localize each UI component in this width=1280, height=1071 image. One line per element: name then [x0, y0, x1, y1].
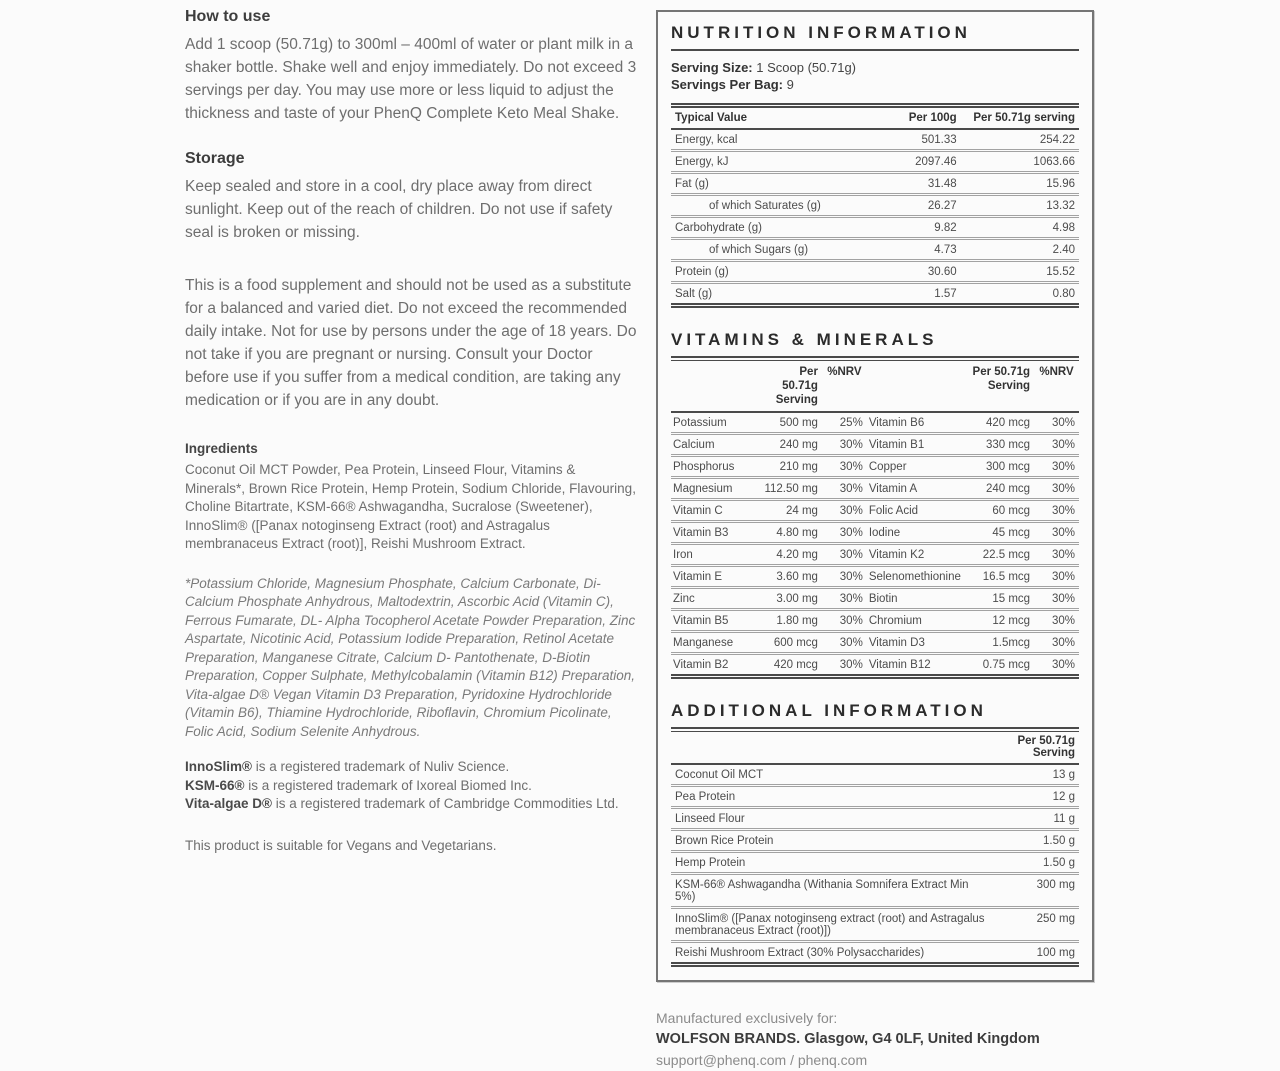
- vitamin-nrv: 30%: [822, 456, 867, 478]
- ingredients-heading: Ingredients: [185, 441, 258, 456]
- serving-size-line: [671, 59, 1079, 76]
- additional-information-heading: ADDITIONAL INFORMATION: [671, 701, 1079, 729]
- additional-ingredient-amount: 250 mg: [989, 908, 1079, 942]
- vitamin-nrv: 30%: [1051, 658, 1075, 671]
- vitamin-nrv: 30%: [839, 658, 863, 671]
- nutrient-per-serving: 0.80: [1052, 287, 1075, 300]
- vitamin-nrv: 30%: [1034, 522, 1079, 544]
- vitamins-row: [671, 566, 1079, 588]
- nutrition-row: [671, 217, 1079, 239]
- vitamin-name: Vitamin B2: [673, 658, 729, 671]
- how-to-use-heading: How to use: [185, 8, 271, 25]
- vitamin-amount: 112.50 mg: [761, 478, 822, 500]
- vitamins-blend-note-text: *Potassium Chloride, Magnesium Phosphate, Calcium Carbonate, Di-Calcium Phosphate Anhydrous, Maltodextrin, Ascorbic Acid (Vitamin C), Ferrous Fumarate, DL- Alpha Tocopherol Acetate Powder Preparation, Zinc Aspartate, Nicotinic Acid, Potassium Iodide Preparation, Retinol Acetate Preparation, Manganese Citrate, Calcium D- Pantothenate, D-Biotin Preparation, Copper Sulphate, Methylcobalamin (Vitamin B12) Preparation, Vita-algae D® Vegan Vitamin D3 Preparation, Pyridoxine Hydrochloride (Vitamin B6), Thiamine Hydrochloride, Riboflavin, Chromium Picolinate, Folic Acid, Sodium Selenite Anhydrous.: [185, 575, 636, 739]
- manufacturer-address: WOLFSON BRANDS. Glasgow, G4 0LF, United Kingdom: [656, 1031, 1040, 1047]
- servings-per-bag-line: [671, 76, 1079, 93]
- vitamin-name: Chromium: [867, 610, 969, 632]
- additional-ingredient-name: Hemp Protein: [671, 852, 989, 874]
- additional-ingredient-name: Brown Rice Protein: [671, 830, 989, 852]
- nutrient-name: Salt (g): [675, 287, 713, 300]
- vitamin-amount: 4.20 mg: [761, 544, 822, 566]
- vitamin-name: Vitamin K2: [867, 544, 969, 566]
- vitamin-name: Vitamin B12: [868, 658, 931, 671]
- nutrition-table-header-row: [671, 106, 1079, 130]
- additional-ingredient-name: Linseed Flour: [671, 808, 989, 830]
- vegan-note-section: [185, 837, 637, 856]
- nutrient-per100g: 2097.46: [859, 151, 961, 173]
- nutrient-per100g: 9.82: [859, 217, 961, 239]
- additional-ingredient-amount: 300 mg: [989, 874, 1079, 908]
- vitamin-nrv: 30%: [822, 500, 867, 522]
- additional-ingredient-amount: 11 g: [989, 808, 1079, 830]
- servings-per-bag-label: Servings Per Bag:: [671, 77, 783, 92]
- trademark-text: is a registered trademark of Nuliv Science.: [251, 759, 510, 774]
- vitamin-nrv: 30%: [1034, 610, 1079, 632]
- trademark-name: Vita-algae D®: [185, 796, 272, 811]
- vitamin-nrv: 30%: [822, 478, 867, 500]
- usage-info-column: [185, 8, 637, 855]
- vitamin-name: Phosphorus: [671, 456, 761, 478]
- vitamin-amount: 45 mcg: [969, 522, 1034, 544]
- vitamin-amount: 500 mg: [761, 412, 822, 434]
- trademarks-section: [185, 758, 637, 814]
- vitamins-row: [671, 412, 1079, 434]
- nutrient-name: of which Sugars (g): [671, 239, 859, 261]
- trademark-name: InnoSlim®: [185, 759, 252, 774]
- vitamin-nrv: 25%: [822, 412, 867, 434]
- vitamins-row: [671, 588, 1079, 610]
- vitamin-nrv: 30%: [822, 544, 867, 566]
- nutrition-column: [656, 10, 1094, 1071]
- serving-info: [671, 59, 1079, 93]
- vitamin-name: Selenomethionine: [867, 566, 969, 588]
- additional-col-per-serving: Per 50.71g Serving: [989, 732, 1079, 765]
- nutrition-information-heading: NUTRITION INFORMATION: [671, 23, 1079, 51]
- vitamins-blend-note-section: [185, 575, 637, 742]
- additional-ingredient-amount: 1.50 g: [989, 852, 1079, 874]
- vitamins-table: [671, 360, 1079, 679]
- nutrient-per-serving: 13.32: [961, 195, 1079, 217]
- vitamins-col-nrv-right: %NRV: [1034, 361, 1079, 413]
- vitamin-name: Vitamin B3: [671, 522, 761, 544]
- nutrient-per100g: 501.33: [859, 129, 961, 151]
- trademark-line: [185, 777, 637, 796]
- nutrient-per100g: 1.57: [934, 287, 957, 300]
- nutrient-per-serving: 15.96: [961, 173, 1079, 195]
- vitamin-amount: 1.5mcg: [969, 632, 1034, 654]
- vitamin-nrv: 30%: [822, 566, 867, 588]
- vitamin-amount: 24 mg: [761, 500, 822, 522]
- vitamin-name: Vitamin D3: [867, 632, 969, 654]
- trademark-name: KSM-66®: [185, 777, 245, 793]
- vitamin-nrv: 30%: [822, 588, 867, 610]
- serving-size-label: Serving Size:: [671, 60, 753, 75]
- vitamin-amount: 240 mcg: [969, 478, 1034, 500]
- vitamin-nrv: 30%: [1034, 434, 1079, 456]
- vitamins-row: [671, 522, 1079, 544]
- additional-table-body: [671, 764, 1079, 965]
- nutrient-name: Protein (g): [671, 261, 859, 283]
- nutrient-per-serving: 4.98: [961, 217, 1079, 239]
- vitamin-amount: 60 mcg: [969, 500, 1034, 522]
- vitamin-amount: 240 mg: [761, 434, 822, 456]
- additional-row: [671, 874, 1079, 908]
- vitamin-nrv: 30%: [1034, 456, 1079, 478]
- nutrient-name: Energy, kcal: [671, 129, 859, 151]
- vitamin-name: Magnesium: [671, 478, 761, 500]
- nutrition-col-per-serving: Per 50.71g serving: [961, 106, 1079, 130]
- vitamin-amount: 15 mcg: [969, 588, 1034, 610]
- nutrient-per100g: 26.27: [859, 195, 961, 217]
- additional-row: [671, 942, 1079, 965]
- vitamins-row: [671, 478, 1079, 500]
- vitamin-name: Vitamin B5: [671, 610, 761, 632]
- vitamin-name: Calcium: [671, 434, 761, 456]
- trademark-line: [185, 795, 637, 814]
- vitamins-table-header-row: [671, 361, 1079, 413]
- additional-ingredient-amount: 1.50 g: [989, 830, 1079, 852]
- nutrient-name: of which Saturates (g): [671, 195, 859, 217]
- vitamin-name: Potassium: [671, 412, 761, 434]
- additional-row: [671, 786, 1079, 808]
- additional-ingredient-amount: 13 g: [989, 764, 1079, 786]
- nutrient-per-serving: 254.22: [961, 129, 1079, 151]
- vitamin-amount: 3.00 mg: [761, 588, 822, 610]
- manufactured-for-label: Manufactured exclusively for:: [656, 1010, 838, 1026]
- nutrient-per100g: 30.60: [859, 261, 961, 283]
- vitamin-nrv: 30%: [1034, 588, 1079, 610]
- vitamin-amount: 12 mcg: [969, 610, 1034, 632]
- trademark-text: is a registered trademark of Cambridge Commodities Ltd.: [271, 796, 619, 811]
- manufacturer-footer: [656, 1008, 1094, 1071]
- vitamin-nrv: 30%: [1034, 500, 1079, 522]
- contact-line: support@phenq.com / phenq.com: [656, 1052, 868, 1068]
- vitamins-row: [671, 500, 1079, 522]
- nutrient-per-serving: 2.40: [961, 239, 1079, 261]
- additional-row: [671, 830, 1079, 852]
- nutrient-per-serving: 15.52: [961, 261, 1079, 283]
- nutrient-name: Fat (g): [671, 173, 859, 195]
- vitamin-name: Folic Acid: [867, 500, 969, 522]
- nutrient-per100g: 31.48: [859, 173, 961, 195]
- vitamin-nrv: 30%: [822, 434, 867, 456]
- vitamins-minerals-heading: VITAMINS & MINERALS: [671, 330, 1079, 358]
- nutrition-col-typical-value: Typical Value: [671, 106, 859, 130]
- additional-ingredient-name: KSM-66® Ashwagandha (Withania Somnifera Extract Min 5%): [671, 874, 989, 908]
- vitamin-amount: 4.80 mg: [761, 522, 822, 544]
- vitamins-col-serving-left: Per 50.71g Serving: [761, 361, 822, 413]
- nutrition-row: [671, 129, 1079, 151]
- vitamin-amount: 420 mcg: [969, 412, 1034, 434]
- nutrition-table: [671, 103, 1079, 308]
- nutrition-panel: [656, 10, 1094, 982]
- vitamin-name: Vitamin E: [671, 566, 761, 588]
- vitamins-col-serving-right: Per 50.71g Serving: [969, 361, 1034, 413]
- vitamin-amount: 330 mcg: [969, 434, 1034, 456]
- trademark-text: is a registered trademark of Ixoreal Biomed Inc.: [244, 777, 532, 793]
- vitamin-nrv: 30%: [822, 632, 867, 654]
- supplement-warning-text: This is a food supplement and should not be used as a substitute for a balanced and varied diet. Do not exceed the recommended daily intake. Not for use by persons under the age of 18 years. Do not take if you are pregnant or nursing. Consult your Doctor before use if you suffer from a medical condition, are taking any medication or if you are in any doubt.: [185, 277, 637, 409]
- additional-ingredient-name: InnoSlim® ([Panax notoginseng extract (root) and Astragalus membranaceus Extract (root)]): [671, 908, 989, 942]
- additional-ingredient-name: Coconut Oil MCT: [671, 764, 989, 786]
- additional-ingredient-amount: 100 mg: [1036, 946, 1075, 959]
- vitamin-nrv: 30%: [1034, 478, 1079, 500]
- vitamins-row: [671, 434, 1079, 456]
- storage-section: [185, 150, 637, 244]
- vitamin-nrv: 30%: [1034, 544, 1079, 566]
- vitamin-nrv: 30%: [1034, 632, 1079, 654]
- nutrition-row: [671, 173, 1079, 195]
- vitamin-name: Manganese: [671, 632, 761, 654]
- additional-table-header-row: [671, 732, 1079, 765]
- additional-ingredient-name: Reishi Mushroom Extract (30% Polysaccharides): [675, 946, 925, 959]
- vitamin-amount: 420 mcg: [773, 658, 818, 671]
- vitamin-name: Biotin: [867, 588, 969, 610]
- vitamin-name: Vitamin B6: [867, 412, 969, 434]
- nutrition-row: [671, 151, 1079, 173]
- vitamins-table-body: [671, 412, 1079, 677]
- ingredients-section: [185, 441, 637, 554]
- storage-text: Keep sealed and store in a cool, dry place away from direct sunlight. Keep out of the reach of children. Do not use if safety seal is broken or missing.: [185, 178, 613, 241]
- vitamin-nrv: 30%: [822, 610, 867, 632]
- serving-size-value: 1 Scoop (50.71g): [756, 60, 856, 75]
- vitamins-col-nrv-left: %NRV: [822, 361, 867, 413]
- vitamins-row: [671, 610, 1079, 632]
- vitamin-nrv: 30%: [1034, 566, 1079, 588]
- vitamins-row: [671, 632, 1079, 654]
- nutrition-table-body: [671, 129, 1079, 306]
- vitamin-name: Vitamin B1: [867, 434, 969, 456]
- vitamins-row: [671, 654, 1079, 677]
- additional-ingredient-name: Pea Protein: [671, 786, 989, 808]
- additional-table: [671, 731, 1079, 967]
- vitamin-nrv: 30%: [822, 522, 867, 544]
- vitamin-nrv: 30%: [1034, 412, 1079, 434]
- vegan-note-text: This product is suitable for Vegans and Vegetarians.: [185, 837, 497, 853]
- vitamin-amount: 600 mcg: [761, 632, 822, 654]
- vitamins-row: [671, 456, 1079, 478]
- vitamin-amount: 22.5 mcg: [969, 544, 1034, 566]
- nutrient-per100g: 4.73: [859, 239, 961, 261]
- vitamins-row: [671, 544, 1079, 566]
- additional-row: [671, 764, 1079, 786]
- how-to-use-section: [185, 8, 637, 125]
- vitamin-amount: 1.80 mg: [761, 610, 822, 632]
- nutrition-row: [671, 195, 1079, 217]
- vitamin-amount: 300 mcg: [969, 456, 1034, 478]
- nutrition-row: [671, 261, 1079, 283]
- vitamin-name: Zinc: [671, 588, 761, 610]
- vitamin-amount: 0.75 mcg: [982, 658, 1031, 671]
- vitamin-name: Vitamin A: [867, 478, 969, 500]
- nutrient-name: Energy, kJ: [671, 151, 859, 173]
- nutrition-col-per100g: Per 100g: [859, 106, 961, 130]
- additional-row: [671, 908, 1079, 942]
- vitamin-amount: 210 mg: [761, 456, 822, 478]
- servings-per-bag-value: 9: [786, 77, 794, 92]
- vitamin-name: Iodine: [867, 522, 969, 544]
- vitamin-amount: 16.5 mcg: [969, 566, 1034, 588]
- trademark-line: [185, 758, 637, 777]
- vitamin-name: Copper: [867, 456, 969, 478]
- how-to-use-text: Add 1 scoop (50.71g) to 300ml – 400ml of water or plant milk in a shaker bottle. Shake well and enjoy immediately. Do not exceed 3 servings per day. You may use more or less liquid to adjust the thickness and taste of your PhenQ Complete Keto Meal Shake.: [185, 36, 637, 122]
- additional-row: [671, 808, 1079, 830]
- ingredients-text: Coconut Oil MCT Powder, Pea Protein, Linseed Flour, Vitamins & Minerals*, Brown Rice Protein, Hemp Protein, Sodium Chloride, Flavouring, Choline Bitartrate, KSM-66® Ashwagandha, Sucralose (Sweetener), InnoSlim® ([Panax notoginseng Extract (root) and Astragalus membranaceus Extract (root)], Reishi Mushroom Extract.: [185, 462, 636, 551]
- nutrition-row: [671, 283, 1079, 306]
- supplement-warning-section: [185, 274, 637, 412]
- vitamin-amount: 3.60 mg: [761, 566, 822, 588]
- vitamin-name: Iron: [671, 544, 761, 566]
- nutrient-per-serving: 1063.66: [961, 151, 1079, 173]
- additional-row: [671, 852, 1079, 874]
- storage-heading: Storage: [185, 150, 245, 167]
- additional-ingredient-amount: 12 g: [989, 786, 1079, 808]
- nutrition-row: [671, 239, 1079, 261]
- vitamin-name: Vitamin C: [671, 500, 761, 522]
- nutrient-name: Carbohydrate (g): [671, 217, 859, 239]
